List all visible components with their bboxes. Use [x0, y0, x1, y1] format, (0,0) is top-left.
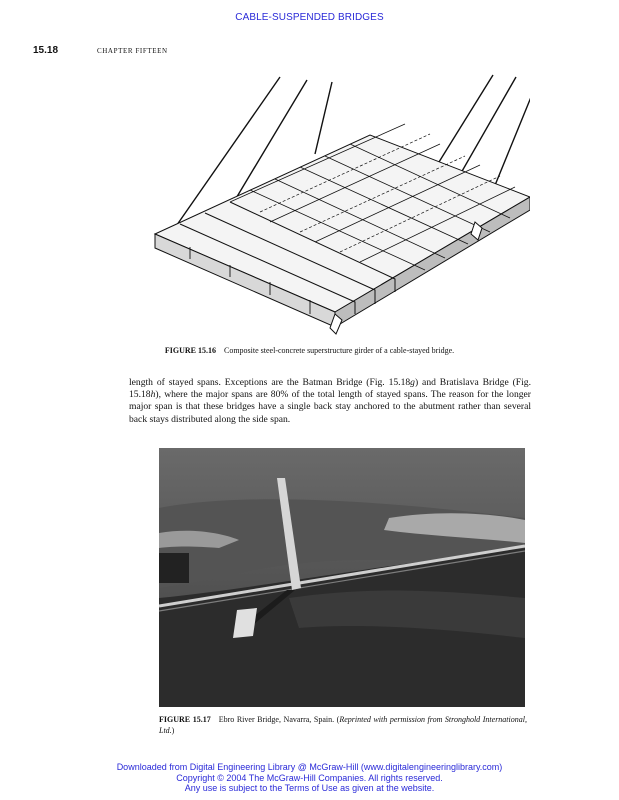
- chapter-label: CHAPTER FIFTEEN: [97, 47, 168, 55]
- stay-cable: [315, 82, 332, 154]
- girder-drawing: [150, 72, 530, 340]
- paragraph-text: ) and Bratislava Bridge (Fig. 15.18: [129, 377, 532, 401]
- footer-download-link[interactable]: Downloaded from Digital Engineering Library @ McGraw-Hill (www.digitalengineeringlibrary.com): [116, 762, 503, 772]
- paragraph-text: length of stayed spans. Exceptions are the Batman Bridge (Fig. 15.18: [129, 377, 411, 388]
- deck-outline: [155, 135, 530, 312]
- paragraph-italic: h: [150, 389, 156, 401]
- figure-number: FIGURE 15.17: [159, 715, 211, 724]
- running-title: CABLE-SUSPENDED BRIDGES: [235, 12, 384, 23]
- figure-number: FIGURE 15.16: [164, 346, 216, 355]
- figure-caption: [159, 714, 527, 736]
- tree-line: [159, 553, 189, 583]
- paragraph-text: ), where the major spans are 80% of the total length of stayed spans. The reason for the longer major span is that these bridges have a single back stay anchored to the abutment rather than several back stays distributed along the side span.: [129, 389, 531, 425]
- deck: [155, 124, 530, 334]
- body-paragraph: [129, 377, 531, 426]
- figure-caption-close: ): [171, 726, 175, 735]
- paragraph-italic: g: [410, 377, 415, 388]
- figure-credit: Reprinted with permission from Stronghold International, Ltd.: [159, 715, 527, 735]
- figure-caption-text: Composite steel-concrete superstructure girder of a cable-stayed bridge.: [223, 346, 455, 355]
- figure-caption: [0, 346, 619, 355]
- figure-caption-text: Ebro River Bridge, Navarra, Spain. (: [218, 715, 340, 724]
- footer: [0, 762, 619, 794]
- footer-terms: Any use is subject to the Terms of Use as given at the website.: [184, 783, 435, 793]
- bridge-photo: [159, 448, 525, 707]
- page-number: 15.18: [33, 45, 59, 56]
- footer-copyright: Copyright © 2004 The McGraw-Hill Companies. All rights reserved.: [176, 772, 443, 783]
